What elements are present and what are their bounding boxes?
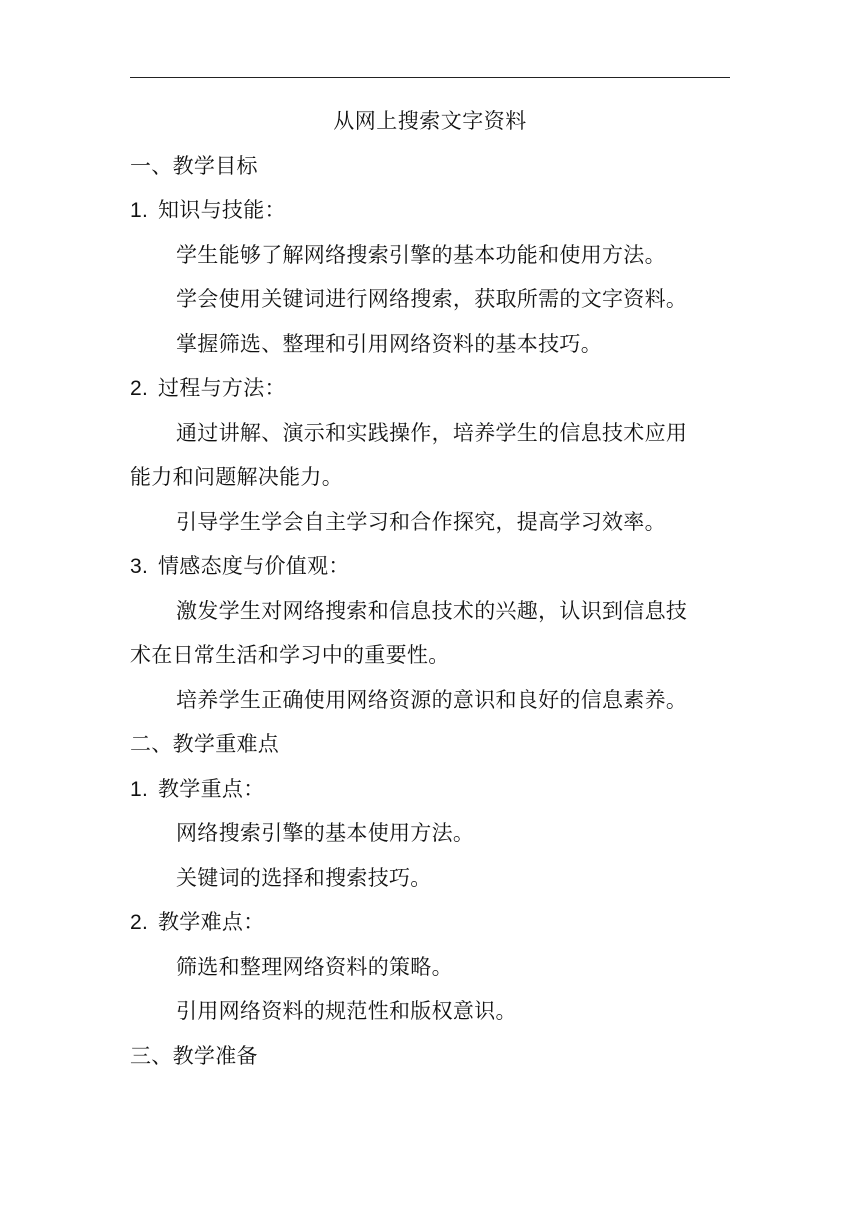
header-rule (130, 77, 730, 78)
subsection-title: 教学难点： (158, 910, 265, 934)
paragraph: 学生能够了解网络搜索引擎的基本功能和使用方法。 (176, 242, 666, 267)
subsection-number: 1. (130, 777, 149, 801)
paragraph-continuation: 能力和问题解决能力。 (130, 465, 343, 489)
subsection-title: 教学重点： (158, 776, 265, 801)
paragraph-continuation: 术在日常生活和学习中的重要性。 (130, 643, 450, 667)
subsection-number: 3. (130, 555, 149, 578)
paragraph: 培养学生正确使用网络资源的意识和良好的信息素养。 (176, 687, 688, 712)
subsection-heading (130, 374, 730, 403)
subsection-title: 知识与技能： (158, 198, 286, 222)
document-title: 从网上搜索文字资料 (333, 109, 527, 133)
paragraph: 通过讲解、演示和实践操作，培养学生的信息技术应用 (176, 420, 688, 445)
paragraph: 引导学生学会自主学习和合作探究，提高学习效率。 (176, 509, 666, 534)
subsection-heading (130, 775, 730, 804)
paragraph: 筛选和整理网络资料的策略。 (176, 954, 453, 979)
subsection-heading (130, 196, 730, 225)
section-heading: 三、教学准备 (130, 1043, 258, 1068)
subsection-title: 过程与方法： (158, 376, 286, 400)
paragraph: 引用网络资料的规范性和版权意识。 (176, 999, 517, 1023)
subsection-number: 2. (130, 377, 149, 400)
paragraph: 网络搜索引擎的基本使用方法。 (176, 821, 475, 845)
paragraph: 学会使用关键词进行网络搜索，获取所需的文字资料。 (176, 287, 688, 311)
paragraph: 激发学生对网络搜索和信息技术的兴趣，认识到信息技 (176, 598, 688, 623)
subsection-number: 1. (130, 199, 149, 222)
subsection-heading (130, 908, 730, 937)
document-body (130, 107, 730, 1086)
section-heading: 二、教学重难点 (130, 732, 280, 756)
section-heading: 一、教学目标 (130, 153, 258, 178)
subsection-number: 2. (130, 911, 149, 934)
paragraph: 掌握筛选、整理和引用网络资料的基本技巧。 (176, 331, 602, 356)
subsection-title: 情感态度与价值观： (158, 554, 350, 578)
paragraph: 关键词的选择和搜索技巧。 (176, 865, 432, 890)
subsection-heading (130, 552, 730, 581)
